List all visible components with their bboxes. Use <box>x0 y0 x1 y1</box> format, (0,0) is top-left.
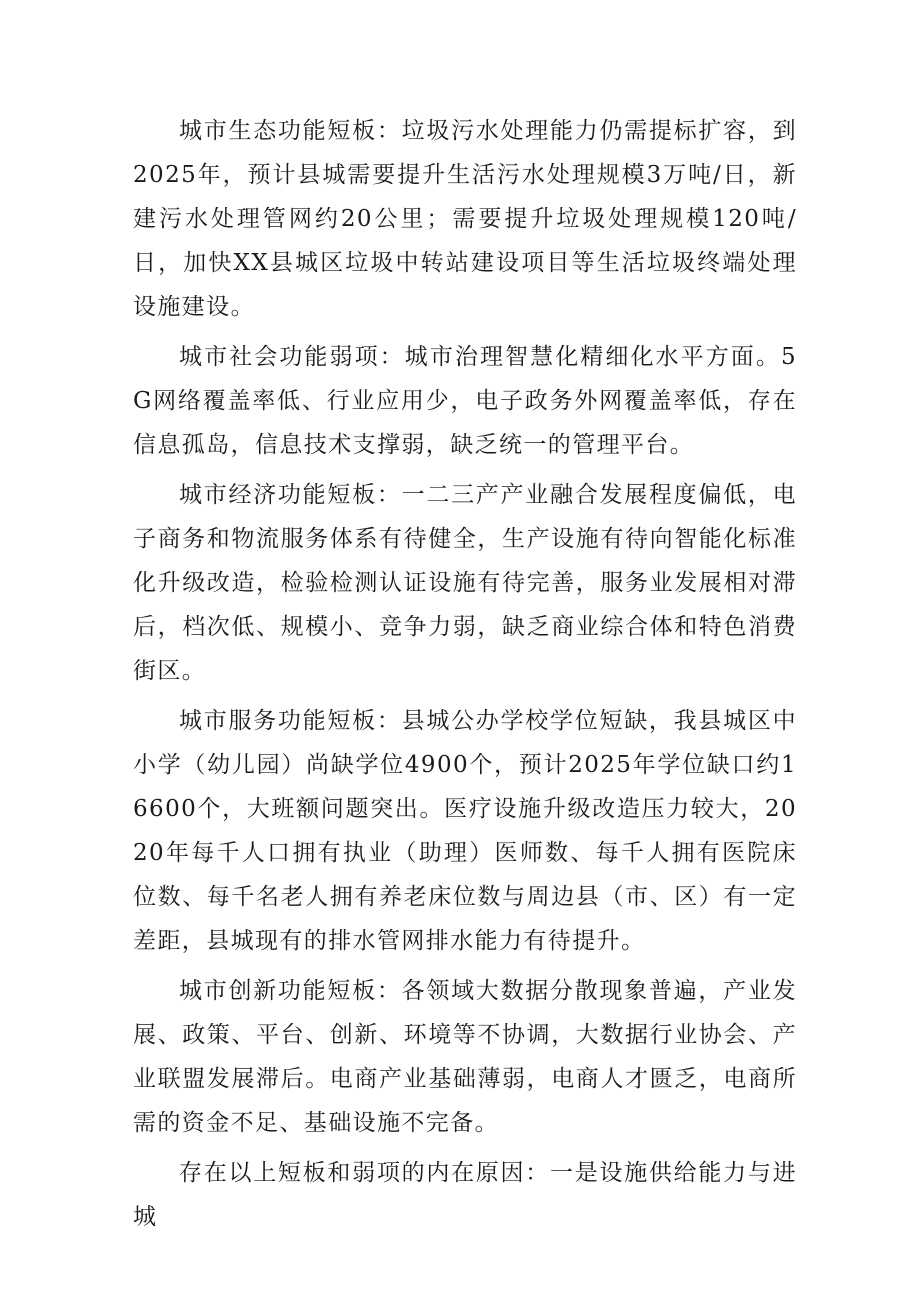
paragraph-economic-shortcoming: 城市经济功能短板：一二三产产业融合发展程度偏低，电子商务和物流服务体系有待健全，生产设施有待向智能化标准化升级改造，检验检测认证设施有待完善，服务业发展相对滞后，档次低、规模小、竞争力弱，缺乏商业综合体和特色消费街区。 <box>133 482 797 684</box>
paragraph-social-weakness: 城市社会功能弱项：城市治理智慧化精细化水平方面。5G网络覆盖率低、行业应用少，电子政务外网覆盖率低，存在信息孤岛，信息技术支撑弱，缺乏统一的管理平台。 <box>133 344 797 458</box>
paragraph-root-causes: 存在以上短板和弱项的内在原因：一是设施供给能力与进城 <box>133 1160 797 1230</box>
paragraph-innovation-shortcoming: 城市创新功能短板：各领域大数据分散现象普遍，产业发展、政策、平台、创新、环境等不协调，大数据行业协会、产业联盟发展滞后。电商产业基础薄弱，电商人才匮乏，电商所需的资金不足、基础设施不完备。 <box>133 978 797 1136</box>
document-body <box>133 109 797 1239</box>
paragraph-ecological-shortcoming: 城市生态功能短板：垃圾污水处理能力仍需提标扩容，到2025年，预计县城需要提升生活污水处理规模3万吨/日，新建污水处理管网约20公里；需要提升垃圾处理规模120吨/日，加快XX县城区垃圾中转站建设项目等生活垃圾终端处理设施建设。 <box>133 118 797 320</box>
paragraph-service-shortcoming: 城市服务功能短板：县城公办学校学位短缺，我县城区中小学（幼儿园）尚缺学位4900个，预计2025年学位缺口约16600个，大班额问题突出。医疗设施升级改造压力较大，2020年每千人口拥有执业（助理）医师数、每千人拥有医院床位数、每千名老人拥有养老床位数与周边县（市、区）有一定差距，县城现有的排水管网排水能力有待提升。 <box>133 708 797 954</box>
